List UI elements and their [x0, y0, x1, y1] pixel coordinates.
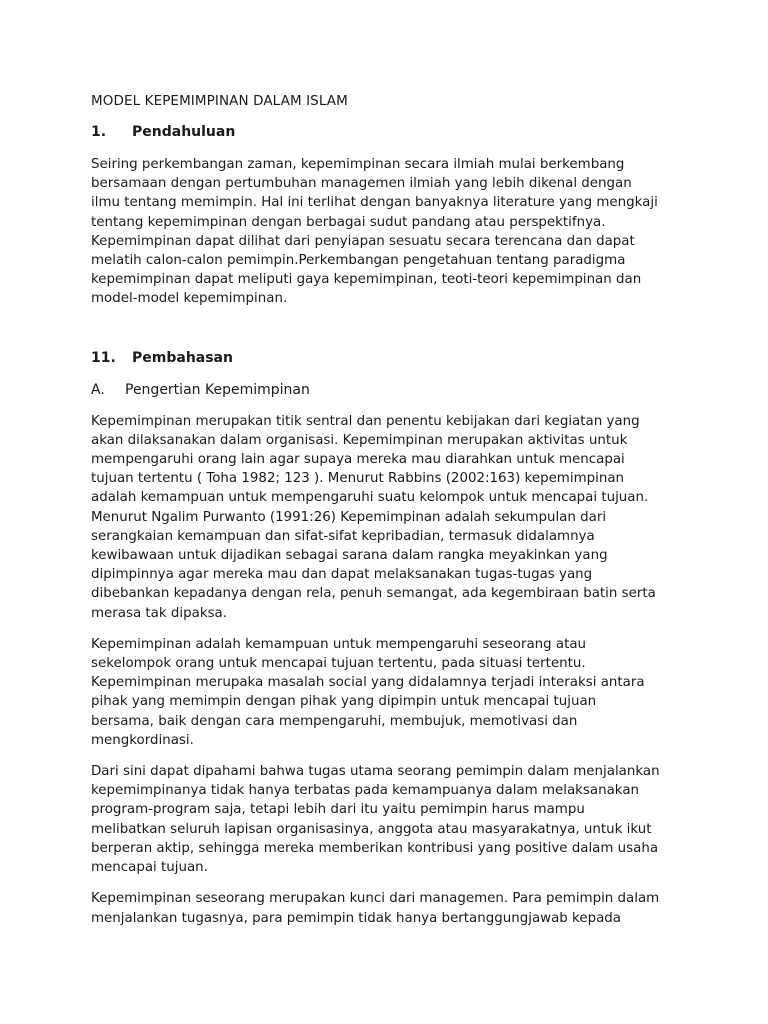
- text-line: mempengaruhi orang lain agar supaya mereka mau diarahkan untuk mencapai: [91, 452, 625, 468]
- text-line: menjalankan tugasnya, para pemimpin tidak hanya bertanggungjawab kepada: [91, 910, 621, 926]
- text-line: tujuan tertentu ( Toha 1982; 123 ). Menurut Rabbins (2002:163) kepemimpinan: [91, 471, 625, 487]
- text-line: adalah kemampuan untuk mempengaruhi suatu kelompok untuk mencapai tujuan.: [91, 490, 649, 506]
- section-heading-pendahuluan: [91, 123, 691, 142]
- document-page: [91, 92, 691, 940]
- text-line: Dari sini dapat dipahami bahwa tugas utama seorang pemimpin dalam menjalankan: [91, 764, 660, 780]
- text-line: pihak yang memimpin dengan pihak yang dipimpin untuk mencapai tujuan: [91, 694, 597, 710]
- text-line: melatih calon-calon pemimpin.Perkembangan pengetahuan tentang paradigma: [91, 253, 626, 269]
- subsection-title: Pengertian Kepemimpinan: [125, 381, 310, 398]
- text-line: Kepemimpinan dapat dilihat dari penyiapan sesuatu secara terencana dan dapat: [91, 233, 635, 249]
- text-line: Menurut Ngalim Purwanto (1991:26) Kepemimpinan adalah sekumpulan dari: [91, 509, 607, 525]
- text-line: program-program saja, tetapi lebih dari itu yaitu pemimpin harus mampu: [91, 802, 585, 818]
- text-line: sekelompok orang untuk mencapai tujuan tertentu, pada situasi tertentu.: [91, 656, 586, 672]
- text-line: kepemimpinan dapat meliputi gaya kepemimpinan, teoti-teori kepemimpinan dan: [91, 272, 642, 288]
- text-line: Kepemimpinan seseorang merupakan kunci dari managemen. Para pemimpin dalam: [91, 891, 660, 907]
- text-line: dipimpinnya agar mereka mau dan dapat melaksanakan tugas-tugas yang: [91, 567, 593, 583]
- paragraph-pengertian-1: [91, 412, 691, 623]
- text-line: akan dilaksanakan dalam organisasi. Kepemimpinan merupakan aktivitas untuk: [91, 432, 628, 448]
- text-line: mencapai tujuan.: [91, 860, 208, 876]
- text-line: kewibawaan untuk dijadikan sebagai sarana dalam rangka meyakinkan yang: [91, 548, 608, 564]
- section-heading-pembahasan: [91, 349, 691, 368]
- paragraph-pengertian-2: [91, 635, 691, 750]
- text-line: melibatkan seluruh lapisan organisasinya, anggota atau masyarakatnya, untuk ikut: [91, 821, 652, 837]
- text-line: merasa tak dipaksa.: [91, 605, 228, 621]
- section-number: 11.: [91, 349, 116, 366]
- section-title: Pendahuluan: [132, 124, 236, 140]
- text-line: bersama, baik dengan cara mempengaruhi, membujuk, memotivasi dan: [91, 713, 578, 729]
- spacer: [91, 321, 691, 349]
- text-line: bersamaan dengan pertumbuhan managemen ilmiah yang lebih dikenal dengan: [91, 176, 632, 192]
- paragraph-pengertian-3: [91, 762, 691, 877]
- text-line: mengkordinasi.: [91, 732, 194, 748]
- subsection-number: A.: [91, 381, 105, 398]
- text-line: berperan aktip, sehingga mereka memberikan kontribusi yang positive dalam usaha: [91, 840, 659, 856]
- section-number: 1.: [91, 124, 107, 140]
- subsection-heading: [91, 381, 691, 400]
- section-title: Pembahasan: [132, 349, 233, 366]
- text-line: model-model kepemimpinan.: [91, 291, 288, 307]
- text-line: tentang kepemimpinan dengan berbagai sudut pandang atau perspektifnya.: [91, 214, 606, 230]
- text-line: ilmu tentang memimpin. Hal ini terlihat dengan banyaknya literature yang mengkaji: [91, 195, 658, 211]
- paragraph-pendahuluan: [91, 155, 691, 309]
- text-line: Kepemimpinan merupakan titik sentral dan penentu kebijakan dari kegiatan yang: [91, 413, 640, 429]
- text-line: dibebankan kepadanya dengan rela, penuh semangat, ada kegembiraan batin serta: [91, 586, 656, 602]
- text-line: serangkaian kemampuan dan sifat-sifat kepribadian, termasuk didalamnya: [91, 528, 595, 544]
- text-line: Kepemimpinan adalah kemampuan untuk mempengaruhi seseorang atau: [91, 636, 587, 652]
- text-line: Seiring perkembangan zaman, kepemimpinan secara ilmiah mulai berkembang: [91, 157, 625, 172]
- document-title: MODEL KEPEMIMPINAN DALAM ISLAM: [91, 93, 348, 109]
- text-line: Kepemimpinan merupaka masalah social yang didalamnya terjadi interaksi antara: [91, 675, 645, 691]
- paragraph-pengertian-4: [91, 889, 691, 927]
- text-line: kepemimpinanya tidak hanya terbatas pada kemampuanya dalam melaksanakan: [91, 783, 640, 799]
